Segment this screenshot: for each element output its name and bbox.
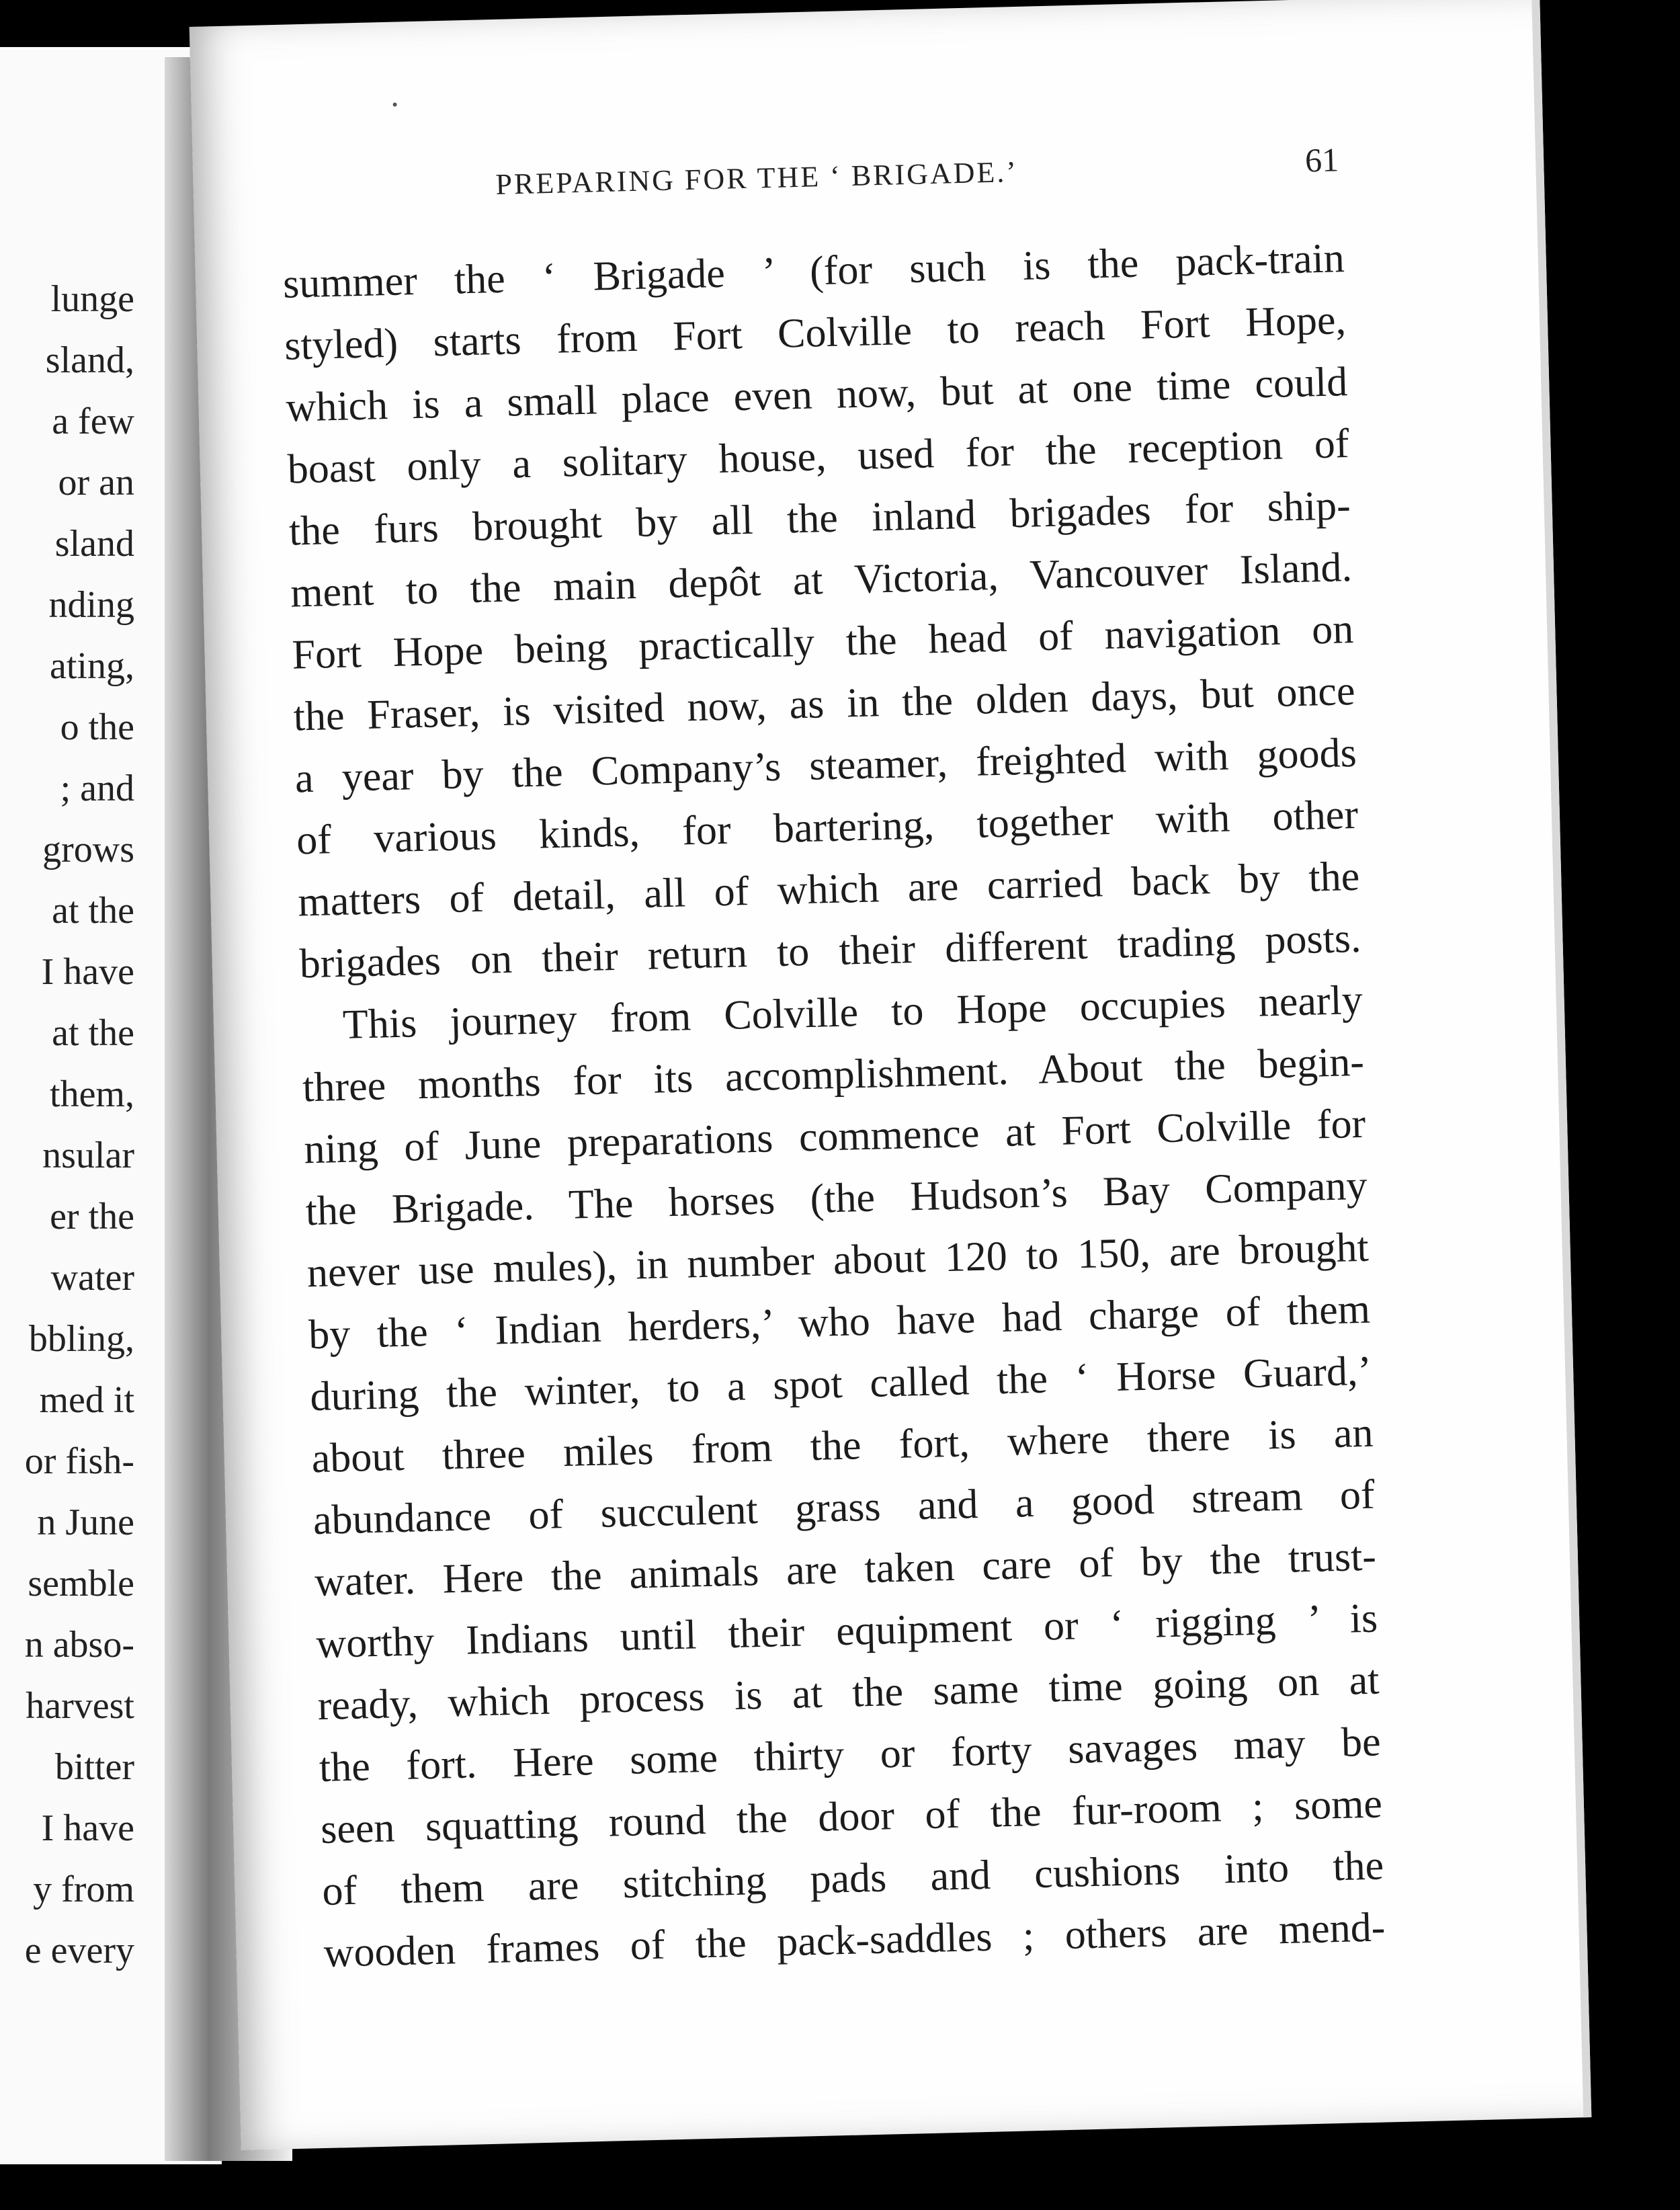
left-page-line: I have xyxy=(41,1807,134,1849)
text-line: about three miles from the fort, where there is an xyxy=(310,1409,1374,1482)
text-line: the Brigade. The horses (the Hudson’s Bay Company xyxy=(304,1162,1368,1235)
text-line: which is a small place even now, but at one time could xyxy=(285,359,1348,431)
text-line: This journey from Colville to Hope occupies nearly xyxy=(342,977,1363,1048)
text-line: the fort. Here some thirty or forty savages may be xyxy=(319,1719,1382,1791)
left-page-line: or an xyxy=(58,462,134,503)
text-line: Fort Hope being practically the head of navigation on xyxy=(291,606,1354,678)
left-page-line: y from xyxy=(33,1869,134,1910)
left-page-line: semble xyxy=(28,1563,134,1604)
left-page-line: them, xyxy=(50,1073,134,1115)
left-page-line: a few xyxy=(52,401,134,442)
left-page-line: at the xyxy=(52,1012,134,1054)
text-line: of them are stitching pads and cushions into the xyxy=(321,1842,1384,1915)
left-page-line: nding xyxy=(48,584,134,626)
left-page-line: I have xyxy=(41,951,134,993)
text-line: during the winter, to a spot called the ‘ Horse Guard,’ xyxy=(309,1348,1372,1420)
text-line: by the ‘ Indian herders,’ who have had charge of them xyxy=(308,1286,1371,1358)
left-page-line: bitter xyxy=(54,1746,134,1788)
left-page-line: bbling, xyxy=(28,1318,134,1360)
text-line: of various kinds, for bartering, together with other xyxy=(296,791,1359,864)
text-line: ready, which process is at the same time going on at xyxy=(317,1657,1380,1729)
text-line: a year by the Company’s steamer, freighted with goods xyxy=(294,729,1357,802)
text-line: three months for its accomplishment. About the begin- xyxy=(302,1038,1365,1111)
dust-speck xyxy=(393,103,397,107)
left-page-line: sland xyxy=(54,523,134,565)
text-line: abundance of succulent grass and a good stream of xyxy=(312,1471,1376,1544)
text-line: summer the ‘ Brigade ’ (for such is the pack-train xyxy=(282,235,1345,307)
text-line: the furs brought by all the inland brigades for ship- xyxy=(288,483,1351,555)
text-line: ment to the main depôt at Victoria, Vancouver Island. xyxy=(290,544,1353,616)
right-page xyxy=(190,0,1592,2150)
text-line: ning of June preparations commence at Fort Colville for xyxy=(303,1100,1366,1173)
left-page-line: e every xyxy=(24,1930,134,1971)
running-head: PREPARING FOR THE ‘ BRIGADE.’ xyxy=(495,155,1019,201)
left-page-line: lunge xyxy=(50,278,134,320)
text-line: seen squatting round the door of the fur-room ; some xyxy=(320,1781,1383,1853)
text-line: styled) starts from Fort Colville to reach Fort Hope, xyxy=(284,297,1347,369)
text-line: brigades on their return to their different trading posts. xyxy=(298,915,1362,987)
left-page-line: or fish- xyxy=(24,1440,134,1482)
left-page-line: n June xyxy=(37,1502,134,1543)
left-page-text xyxy=(0,269,134,1981)
left-page-line: grows xyxy=(42,829,134,870)
left-page-line: water xyxy=(50,1257,134,1299)
text-line: water. Here the animals are taken care of by the trust- xyxy=(314,1533,1377,1606)
text-line: worthy Indians until their equipment or ‘ rigging ’ is xyxy=(315,1595,1378,1668)
text-line: the Fraser, is visited now, as in the olden days, but once xyxy=(292,667,1356,740)
page-number: 61 xyxy=(1304,140,1339,179)
text-line: boast only a solitary house, used for the reception of xyxy=(287,421,1350,493)
left-page-line: er the xyxy=(50,1196,134,1237)
left-page-line: nsular xyxy=(42,1135,134,1176)
left-page-line: o the xyxy=(60,706,134,748)
left-page-line: ; and xyxy=(60,768,134,809)
body-text xyxy=(282,227,1386,1984)
left-page-line: harvest xyxy=(26,1685,134,1727)
left-page-line: at the xyxy=(52,890,134,932)
left-page-line: n abso- xyxy=(24,1624,134,1666)
left-page-line: med it xyxy=(39,1379,134,1421)
text-line: never use mules), in number about 120 to 150, are brought xyxy=(306,1224,1370,1297)
left-page-line: sland, xyxy=(45,339,134,381)
left-page-line: ating, xyxy=(50,645,134,687)
text-line: wooden frames of the pack-saddles ; others are mend- xyxy=(323,1904,1386,1976)
page-edge xyxy=(1531,0,1591,2117)
text-line: matters of detail, all of which are carried back by the xyxy=(297,853,1360,926)
